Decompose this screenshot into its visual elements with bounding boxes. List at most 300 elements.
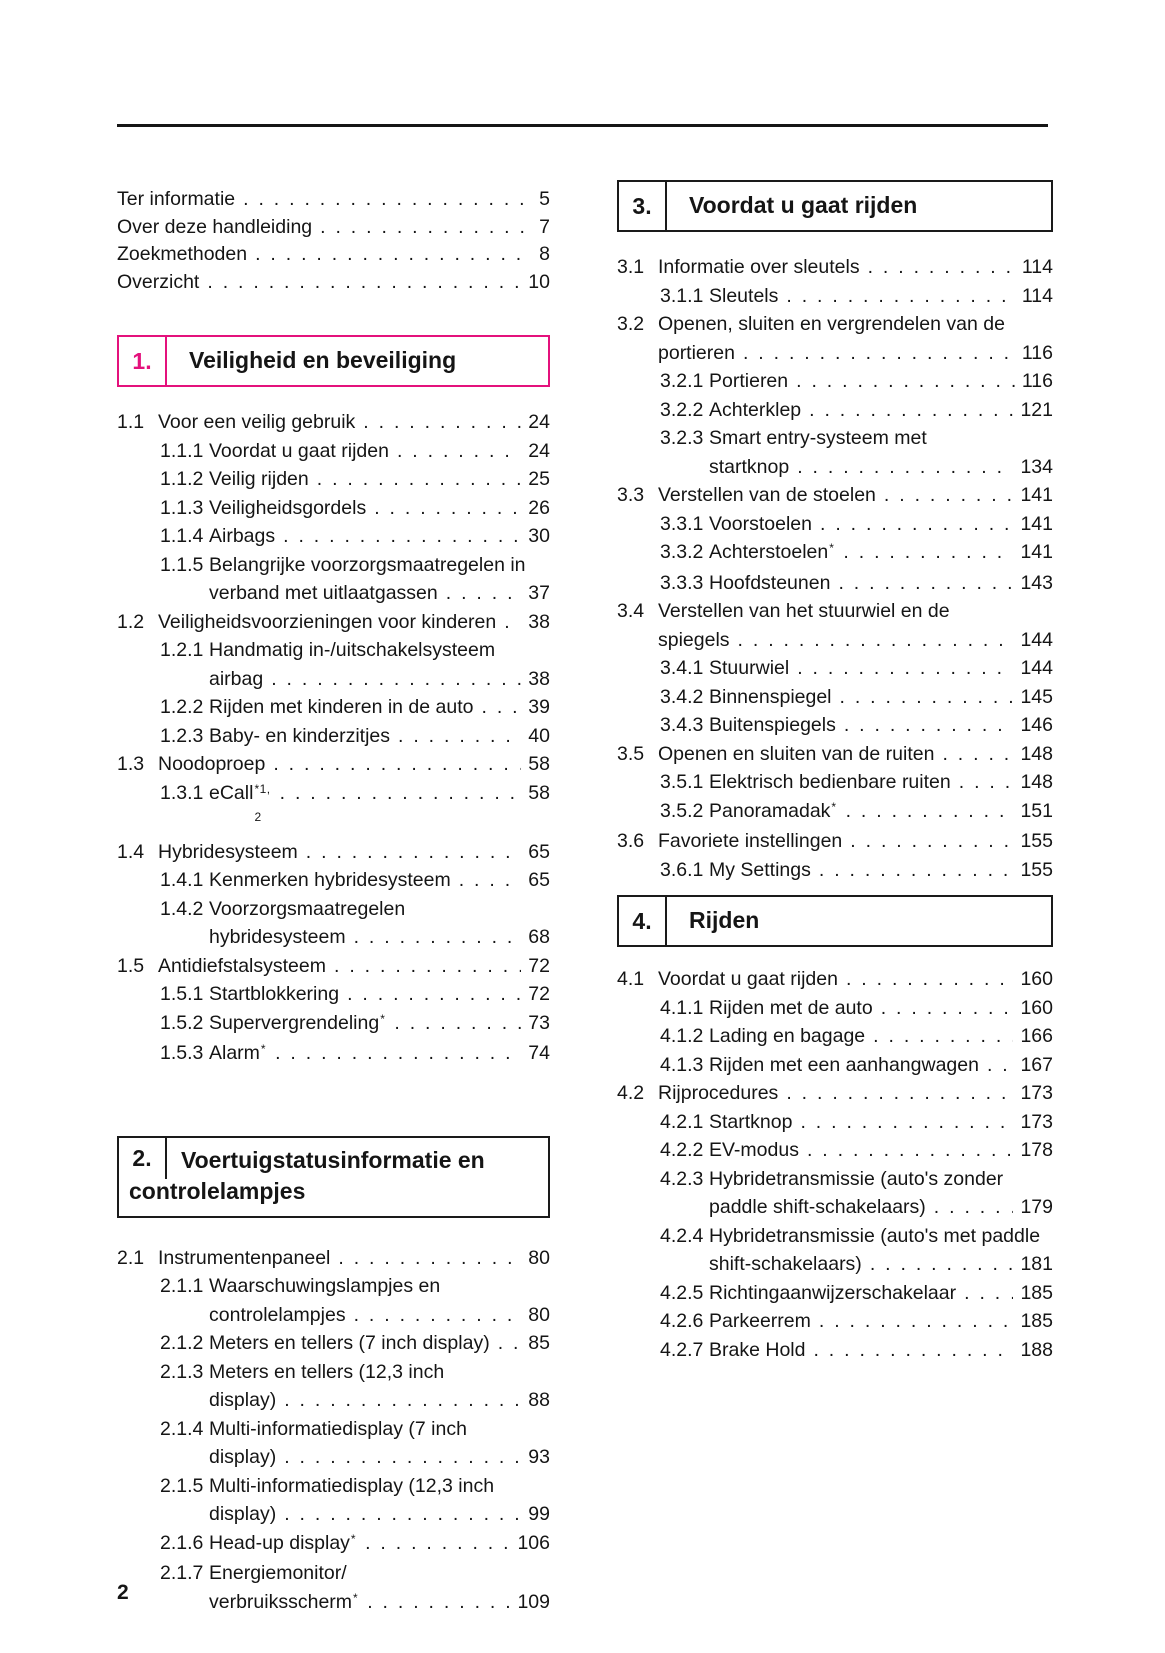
entry-line xyxy=(209,779,550,838)
toc-entry-2.1.2 xyxy=(117,1329,550,1358)
toc-entry-1.5.2 xyxy=(117,1009,550,1040)
toc-entry-3.2.3 xyxy=(617,424,1053,481)
entry-line xyxy=(709,1051,1053,1080)
entry-line xyxy=(117,214,550,242)
entry-number: 4.2.4 xyxy=(660,1224,704,1247)
entry-number: 3.6.1 xyxy=(660,858,704,881)
entry-text: portieren xyxy=(658,341,735,364)
toc-entry-3.2.1 xyxy=(617,367,1053,396)
entry-text: Multi-informatiedisplay (7 inch xyxy=(209,1417,467,1440)
dot-leader xyxy=(354,923,522,952)
entry-page-number: 114 xyxy=(1021,256,1053,278)
dot-leader xyxy=(273,750,521,779)
toc-entry-3.5.2 xyxy=(617,797,1053,828)
toc-entry-3.6.1 xyxy=(617,856,1053,885)
entry-line xyxy=(209,693,550,722)
entry-text: My Settings xyxy=(709,858,811,881)
entry-text: Voordat u gaat rijden xyxy=(658,968,838,990)
toc-entry xyxy=(117,269,550,297)
entry-line xyxy=(209,551,550,580)
toc-entry-3.3.2 xyxy=(617,538,1053,569)
entry-line xyxy=(117,241,550,269)
entry-page-number: 99 xyxy=(528,1503,550,1525)
entry-number: 1.2.1 xyxy=(160,639,204,661)
entry-number: 3.4 xyxy=(617,600,645,622)
entry-page-number: 114 xyxy=(1021,284,1053,307)
toc-entry-4.1.3 xyxy=(617,1051,1053,1080)
entry-line xyxy=(709,1136,1053,1165)
dot-leader xyxy=(738,626,1014,655)
toc-entry-3.4.3 xyxy=(617,711,1053,740)
entry-page-number: 146 xyxy=(1020,714,1053,736)
dot-leader xyxy=(334,952,521,981)
dot-leader xyxy=(255,241,532,269)
entry-page-number: 185 xyxy=(1020,1281,1053,1304)
toc-entry-1.1.2 xyxy=(117,465,550,494)
entry-text: Energiemonitor/ xyxy=(209,1562,347,1584)
entry-number: 1.2.2 xyxy=(160,696,204,718)
entry-number: 1.3.1 xyxy=(160,781,204,804)
entry-number: 1.5.3 xyxy=(160,1042,204,1064)
entry-page-number: 58 xyxy=(528,781,550,804)
entry-number: 2.1.1 xyxy=(160,1275,204,1297)
entry-number: 3.5.2 xyxy=(660,799,704,822)
entry-number: 2.1.5 xyxy=(160,1474,204,1497)
entry-page-number: 155 xyxy=(1020,830,1053,852)
entry-page-number: 155 xyxy=(1020,858,1053,881)
toc-entry-1.1 xyxy=(117,408,550,437)
toc-entry-4.1.2 xyxy=(617,1022,1053,1051)
toc-entry-1.2.1 xyxy=(117,636,550,693)
entry-line xyxy=(209,579,550,608)
entry-text: Veiligheidsgordels xyxy=(209,496,367,519)
entry-text: Verstellen van het stuurwiel en de xyxy=(658,600,950,622)
entry-page-number: 24 xyxy=(528,439,550,462)
entry-page-number: 148 xyxy=(1020,771,1053,793)
chapter-number: 4. xyxy=(619,897,667,945)
entry-text: Hybridetransmissie (auto's zonder xyxy=(709,1167,1004,1190)
entry-text: Favoriete instellingen xyxy=(658,830,843,852)
entry-text: Antidiefstalsysteem xyxy=(158,954,326,977)
entry-superscript: * xyxy=(353,1590,359,1605)
entry-number: 3.2.2 xyxy=(660,398,704,421)
entry-number: 2.1.6 xyxy=(160,1531,204,1554)
toc-entry-1.1.5 xyxy=(117,551,550,608)
dot-leader xyxy=(367,1588,510,1617)
entry-page-number: 65 xyxy=(528,869,550,891)
entry-number: 3.4.2 xyxy=(660,685,704,708)
entry-text: Openen, sluiten en vergrendelen van de xyxy=(658,313,1005,335)
dot-leader xyxy=(284,1443,521,1472)
entry-page-number: 74 xyxy=(528,1042,550,1064)
dot-leader xyxy=(284,1500,521,1529)
dot-leader xyxy=(207,269,521,297)
entry-line xyxy=(158,750,550,779)
entry-page-number: 144 xyxy=(1020,628,1053,651)
entry-page-number: 116 xyxy=(1021,370,1053,392)
toc-entry-3.2.2 xyxy=(617,396,1053,425)
dot-leader xyxy=(459,866,522,895)
entry-text: Voorzorgsmaatregelen xyxy=(209,897,406,920)
dot-leader xyxy=(820,510,1013,539)
toc-entry-2.1.6 xyxy=(117,1529,550,1560)
entry-number: 2.1 xyxy=(117,1246,145,1269)
toc-entry-1.4.2 xyxy=(117,895,550,952)
entry-line xyxy=(658,965,1053,994)
entry-page-number: 30 xyxy=(528,525,550,547)
entry-page-number: 8 xyxy=(539,243,550,265)
toc-entry-1.5.1 xyxy=(117,980,550,1009)
toc-entry-3.3.1 xyxy=(617,510,1053,539)
toc-entries-group xyxy=(117,1244,550,1619)
entry-line xyxy=(209,722,550,751)
entry-number: 2.1.3 xyxy=(160,1360,204,1383)
dot-leader xyxy=(275,1039,521,1068)
entry-line xyxy=(658,310,1053,339)
toc-entry-1.1.4 xyxy=(117,522,550,551)
toc-entry-2.1.1 xyxy=(117,1272,550,1329)
entry-number: 1.4.2 xyxy=(160,897,204,920)
entry-text: display) xyxy=(209,1503,277,1525)
entry-text: Overzicht xyxy=(117,270,200,293)
entry-page-number: 167 xyxy=(1020,1053,1053,1076)
entry-number: 3.2 xyxy=(617,313,645,335)
entry-line xyxy=(658,597,1053,626)
entry-line xyxy=(709,282,1053,311)
entry-line xyxy=(658,339,1053,368)
entry-text: Brake Hold xyxy=(709,1338,806,1361)
entry-line xyxy=(658,827,1053,856)
entry-line xyxy=(709,1165,1053,1194)
dot-leader xyxy=(280,779,522,808)
dot-leader xyxy=(964,1279,1013,1308)
entry-text: Zoekmethoden xyxy=(117,243,248,265)
entry-number: 2.1.7 xyxy=(160,1562,204,1584)
chapter-number: 2. xyxy=(119,1138,167,1179)
entry-text: shift-schakelaars) xyxy=(709,1253,862,1275)
dot-leader xyxy=(807,1136,1013,1165)
dot-leader xyxy=(846,965,1013,994)
entry-number: 4.1.3 xyxy=(660,1053,704,1076)
entry-text: airbag xyxy=(209,667,264,690)
entry-line xyxy=(709,1022,1053,1051)
entry-text: Rijprocedures xyxy=(658,1082,779,1104)
entry-number: 4.2 xyxy=(617,1082,645,1104)
entry-line xyxy=(709,538,1053,569)
toc-entry-3.6 xyxy=(617,827,1053,856)
chapter-number: 3. xyxy=(619,182,667,230)
entry-text: Voorstoelen xyxy=(709,512,812,535)
entry-page-number: 121 xyxy=(1020,398,1053,421)
toc-entry-4.2.3 xyxy=(617,1165,1053,1222)
toc-entry-1.5.3 xyxy=(117,1039,550,1070)
entry-line xyxy=(209,1039,550,1070)
entry-superscript: *1, 2 xyxy=(254,781,271,824)
toc-entry xyxy=(117,214,550,242)
top-rule xyxy=(117,124,1048,127)
entry-number: 3.3.2 xyxy=(660,541,704,563)
entry-line xyxy=(658,1079,1053,1108)
entry-text: Achterklep xyxy=(709,398,802,421)
entry-text: Startblokkering xyxy=(209,983,340,1005)
entry-line xyxy=(709,768,1053,797)
entry-text: Multi-informatiedisplay (12,3 inch xyxy=(209,1474,495,1497)
entry-number: 3.2.3 xyxy=(660,427,704,449)
entry-text: Veilig rijden xyxy=(209,468,309,490)
entry-line xyxy=(209,895,550,924)
dot-leader xyxy=(987,1051,1014,1080)
entry-text: Binnenspiegel xyxy=(709,685,832,708)
toc-entry-3.4.2 xyxy=(617,683,1053,712)
entry-text: Achterstoelen xyxy=(709,541,829,563)
toc-entry-3.4.1 xyxy=(617,654,1053,683)
entry-number: 3.3.1 xyxy=(660,512,704,535)
entry-page-number: 68 xyxy=(528,926,550,948)
entry-page-number: 141 xyxy=(1020,484,1053,506)
toc-entry-1.4 xyxy=(117,838,550,867)
dot-leader xyxy=(797,453,1013,482)
entry-text: EV-modus xyxy=(709,1139,799,1161)
entry-text: Alarm xyxy=(209,1042,260,1064)
dot-leader xyxy=(846,797,1014,826)
dot-leader xyxy=(959,768,1014,797)
dot-leader xyxy=(394,1009,521,1038)
entry-superscript: * xyxy=(829,541,835,555)
entry-text: Openen en sluiten van de ruiten xyxy=(658,742,935,765)
entry-text: Smart entry-systeem met xyxy=(709,427,927,449)
chapter-title: Rijden xyxy=(689,907,760,933)
dot-leader xyxy=(870,1250,1014,1279)
dot-leader xyxy=(844,711,1014,740)
entry-text: controlelampjes xyxy=(209,1303,346,1326)
entry-text: verbruiksscherm xyxy=(209,1590,353,1613)
entry-page-number: 145 xyxy=(1020,685,1053,708)
entry-line xyxy=(209,1559,550,1588)
entry-number: 3.1 xyxy=(617,256,645,278)
entry-line xyxy=(158,608,550,637)
dot-leader xyxy=(838,569,1013,598)
entry-line xyxy=(709,683,1053,712)
chapter-number: 1. xyxy=(119,337,167,385)
entry-text: Rijden met een aanhangwagen xyxy=(709,1053,979,1076)
dot-leader xyxy=(446,579,522,608)
entry-page-number: 73 xyxy=(528,1011,550,1034)
entry-line xyxy=(209,1386,550,1415)
entry-text: Kenmerken hybridesysteem xyxy=(209,869,451,891)
chapter-title: Veiligheid en beveiliging xyxy=(189,347,457,373)
chapter-title: Voertuigstatusinformatie en controlelampjes xyxy=(129,1146,485,1204)
entry-line xyxy=(209,1588,550,1619)
entry-number: 4.1 xyxy=(617,968,645,990)
entry-text: spiegels xyxy=(658,628,730,651)
entry-line xyxy=(209,1472,550,1501)
toc-entry-4.1.1 xyxy=(617,994,1053,1023)
entry-text: Buitenspiegels xyxy=(709,714,836,736)
entry-page-number: 116 xyxy=(1021,341,1053,364)
toc-entries-group xyxy=(617,253,1053,884)
toc-entry-4.1 xyxy=(617,965,1053,994)
entry-page-number: 188 xyxy=(1020,1338,1053,1361)
dot-leader xyxy=(813,1336,1013,1365)
entry-text: Lading en bagage xyxy=(709,1025,866,1047)
toc-entries-group xyxy=(617,965,1053,1364)
entry-page-number: 173 xyxy=(1020,1082,1053,1104)
entry-page-number: 24 xyxy=(528,411,550,433)
entry-number: 3.4.3 xyxy=(660,714,704,736)
toc-entries-group xyxy=(117,408,550,1070)
entry-line xyxy=(658,740,1053,769)
dot-leader xyxy=(365,1529,510,1558)
entry-line xyxy=(658,253,1053,282)
entry-number: 3.5 xyxy=(617,742,645,765)
entry-text: Startknop xyxy=(709,1110,793,1133)
chapter-box-1 xyxy=(117,335,550,387)
entry-superscript: * xyxy=(831,799,837,814)
entry-page-number: 141 xyxy=(1020,512,1053,535)
entry-page-number: 141 xyxy=(1020,541,1053,563)
dot-leader xyxy=(873,1022,1013,1051)
entry-line xyxy=(209,437,550,466)
toc-entry-4.2.6 xyxy=(617,1307,1053,1336)
entry-number: 1.2.3 xyxy=(160,724,204,747)
toc-entry-4.2.1 xyxy=(617,1108,1053,1137)
entry-number: 1.1.2 xyxy=(160,468,204,490)
entry-line xyxy=(709,1108,1053,1137)
entry-page-number: 40 xyxy=(528,724,550,747)
entry-number: 4.2.5 xyxy=(660,1281,704,1304)
entry-page-number: 109 xyxy=(517,1590,550,1613)
entry-page-number: 144 xyxy=(1020,657,1053,679)
entry-line xyxy=(158,408,550,437)
entry-line xyxy=(209,1301,550,1330)
chapter-title: Voordat u gaat rijden xyxy=(689,192,918,218)
toc-entry xyxy=(117,186,550,214)
entry-text: Instrumentenpaneel xyxy=(158,1246,331,1269)
entry-page-number: 143 xyxy=(1020,571,1053,594)
entry-superscript: * xyxy=(260,1042,267,1056)
entry-page-number: 134 xyxy=(1020,455,1053,478)
entry-line xyxy=(117,186,550,214)
entry-text: Head-up display xyxy=(209,1531,350,1554)
dot-leader xyxy=(504,608,521,637)
toc-entry-3.3 xyxy=(617,481,1053,510)
entry-line xyxy=(209,1272,550,1301)
toc-entry-3.5 xyxy=(617,740,1053,769)
dot-leader xyxy=(271,665,521,694)
entry-page-number: 26 xyxy=(528,496,550,519)
dot-leader xyxy=(338,1244,521,1273)
dot-leader xyxy=(317,465,522,494)
entry-line xyxy=(709,367,1053,396)
toc-entry-2.1.7 xyxy=(117,1559,550,1618)
toc-entry-4.2.7 xyxy=(617,1336,1053,1365)
entry-line xyxy=(709,1250,1053,1279)
entry-page-number: 178 xyxy=(1020,1139,1053,1161)
entry-number: 4.2.3 xyxy=(660,1167,704,1190)
toc-entry-4.2.2 xyxy=(617,1136,1053,1165)
dot-leader xyxy=(498,1329,522,1358)
entry-number: 4.2.6 xyxy=(660,1310,704,1332)
entry-line xyxy=(209,1500,550,1529)
entry-text: eCall xyxy=(209,781,254,804)
entry-superscript: * xyxy=(380,1011,386,1026)
entry-page-number: 10 xyxy=(528,270,550,293)
entry-text: Waarschuwingslampjes en xyxy=(209,1275,441,1297)
entry-number: 1.1 xyxy=(117,411,145,433)
entry-page-number: 72 xyxy=(528,954,550,977)
entry-line xyxy=(709,711,1053,740)
entry-text: Elektrisch bedienbare ruiten xyxy=(709,771,951,793)
entry-line xyxy=(209,1329,550,1358)
entry-line xyxy=(709,1193,1053,1222)
toc-entry-2.1.3 xyxy=(117,1358,550,1415)
entry-page-number: 38 xyxy=(528,667,550,690)
dot-leader xyxy=(819,1307,1014,1336)
toc-entry-3.2 xyxy=(617,310,1053,367)
entry-number: 1.2 xyxy=(117,610,145,633)
entry-number: 3.5.1 xyxy=(660,771,704,793)
dot-leader xyxy=(934,1193,1014,1222)
entry-text: Over deze handleiding xyxy=(117,215,313,238)
entry-number: 3.6 xyxy=(617,830,645,852)
entry-number: 1.1.3 xyxy=(160,496,204,519)
entry-line xyxy=(709,453,1053,482)
toc-entry-1.2.3 xyxy=(117,722,550,751)
entry-number: 2.1.2 xyxy=(160,1332,204,1354)
entry-number: 1.5.2 xyxy=(160,1011,204,1034)
dot-leader xyxy=(800,1108,1013,1137)
entry-page-number: 151 xyxy=(1020,799,1053,822)
dot-leader xyxy=(786,282,1015,311)
entry-page-number: 39 xyxy=(528,696,550,718)
dot-leader xyxy=(786,1079,1013,1108)
entry-line xyxy=(709,856,1053,885)
toc-entry-1.3 xyxy=(117,750,550,779)
dot-leader xyxy=(840,683,1014,712)
entry-number: 1.4 xyxy=(117,840,145,863)
dot-leader xyxy=(809,396,1013,425)
entry-line xyxy=(158,952,550,981)
toc-entry-1.2.2 xyxy=(117,693,550,722)
entry-text: Informatie over sleutels xyxy=(658,256,860,278)
dot-leader xyxy=(284,1386,521,1415)
entry-line xyxy=(209,1529,550,1560)
entry-page-number: 93 xyxy=(528,1446,550,1468)
dot-leader xyxy=(347,980,521,1009)
chapter-box-4 xyxy=(617,895,1053,947)
entry-text: Supervergrendeling xyxy=(209,1011,380,1034)
dot-leader xyxy=(397,437,521,466)
dot-leader xyxy=(354,1301,522,1330)
entry-line xyxy=(209,665,550,694)
dot-leader xyxy=(306,838,522,867)
entry-line xyxy=(158,1244,550,1273)
dot-leader xyxy=(850,827,1013,856)
entry-page-number: 173 xyxy=(1020,1110,1053,1133)
entry-line xyxy=(209,465,550,494)
entry-line xyxy=(209,494,550,523)
entry-line xyxy=(709,396,1053,425)
entry-text: Sleutels xyxy=(709,284,779,307)
entry-text: Airbags xyxy=(209,525,276,547)
entry-page-number: 65 xyxy=(528,840,550,863)
entry-line xyxy=(709,1222,1053,1251)
entry-line xyxy=(709,994,1053,1023)
entry-page-number: 58 xyxy=(528,753,550,775)
entry-line xyxy=(209,1443,550,1472)
entry-text: paddle shift-schakelaars) xyxy=(709,1196,926,1218)
dot-leader xyxy=(843,538,1013,567)
